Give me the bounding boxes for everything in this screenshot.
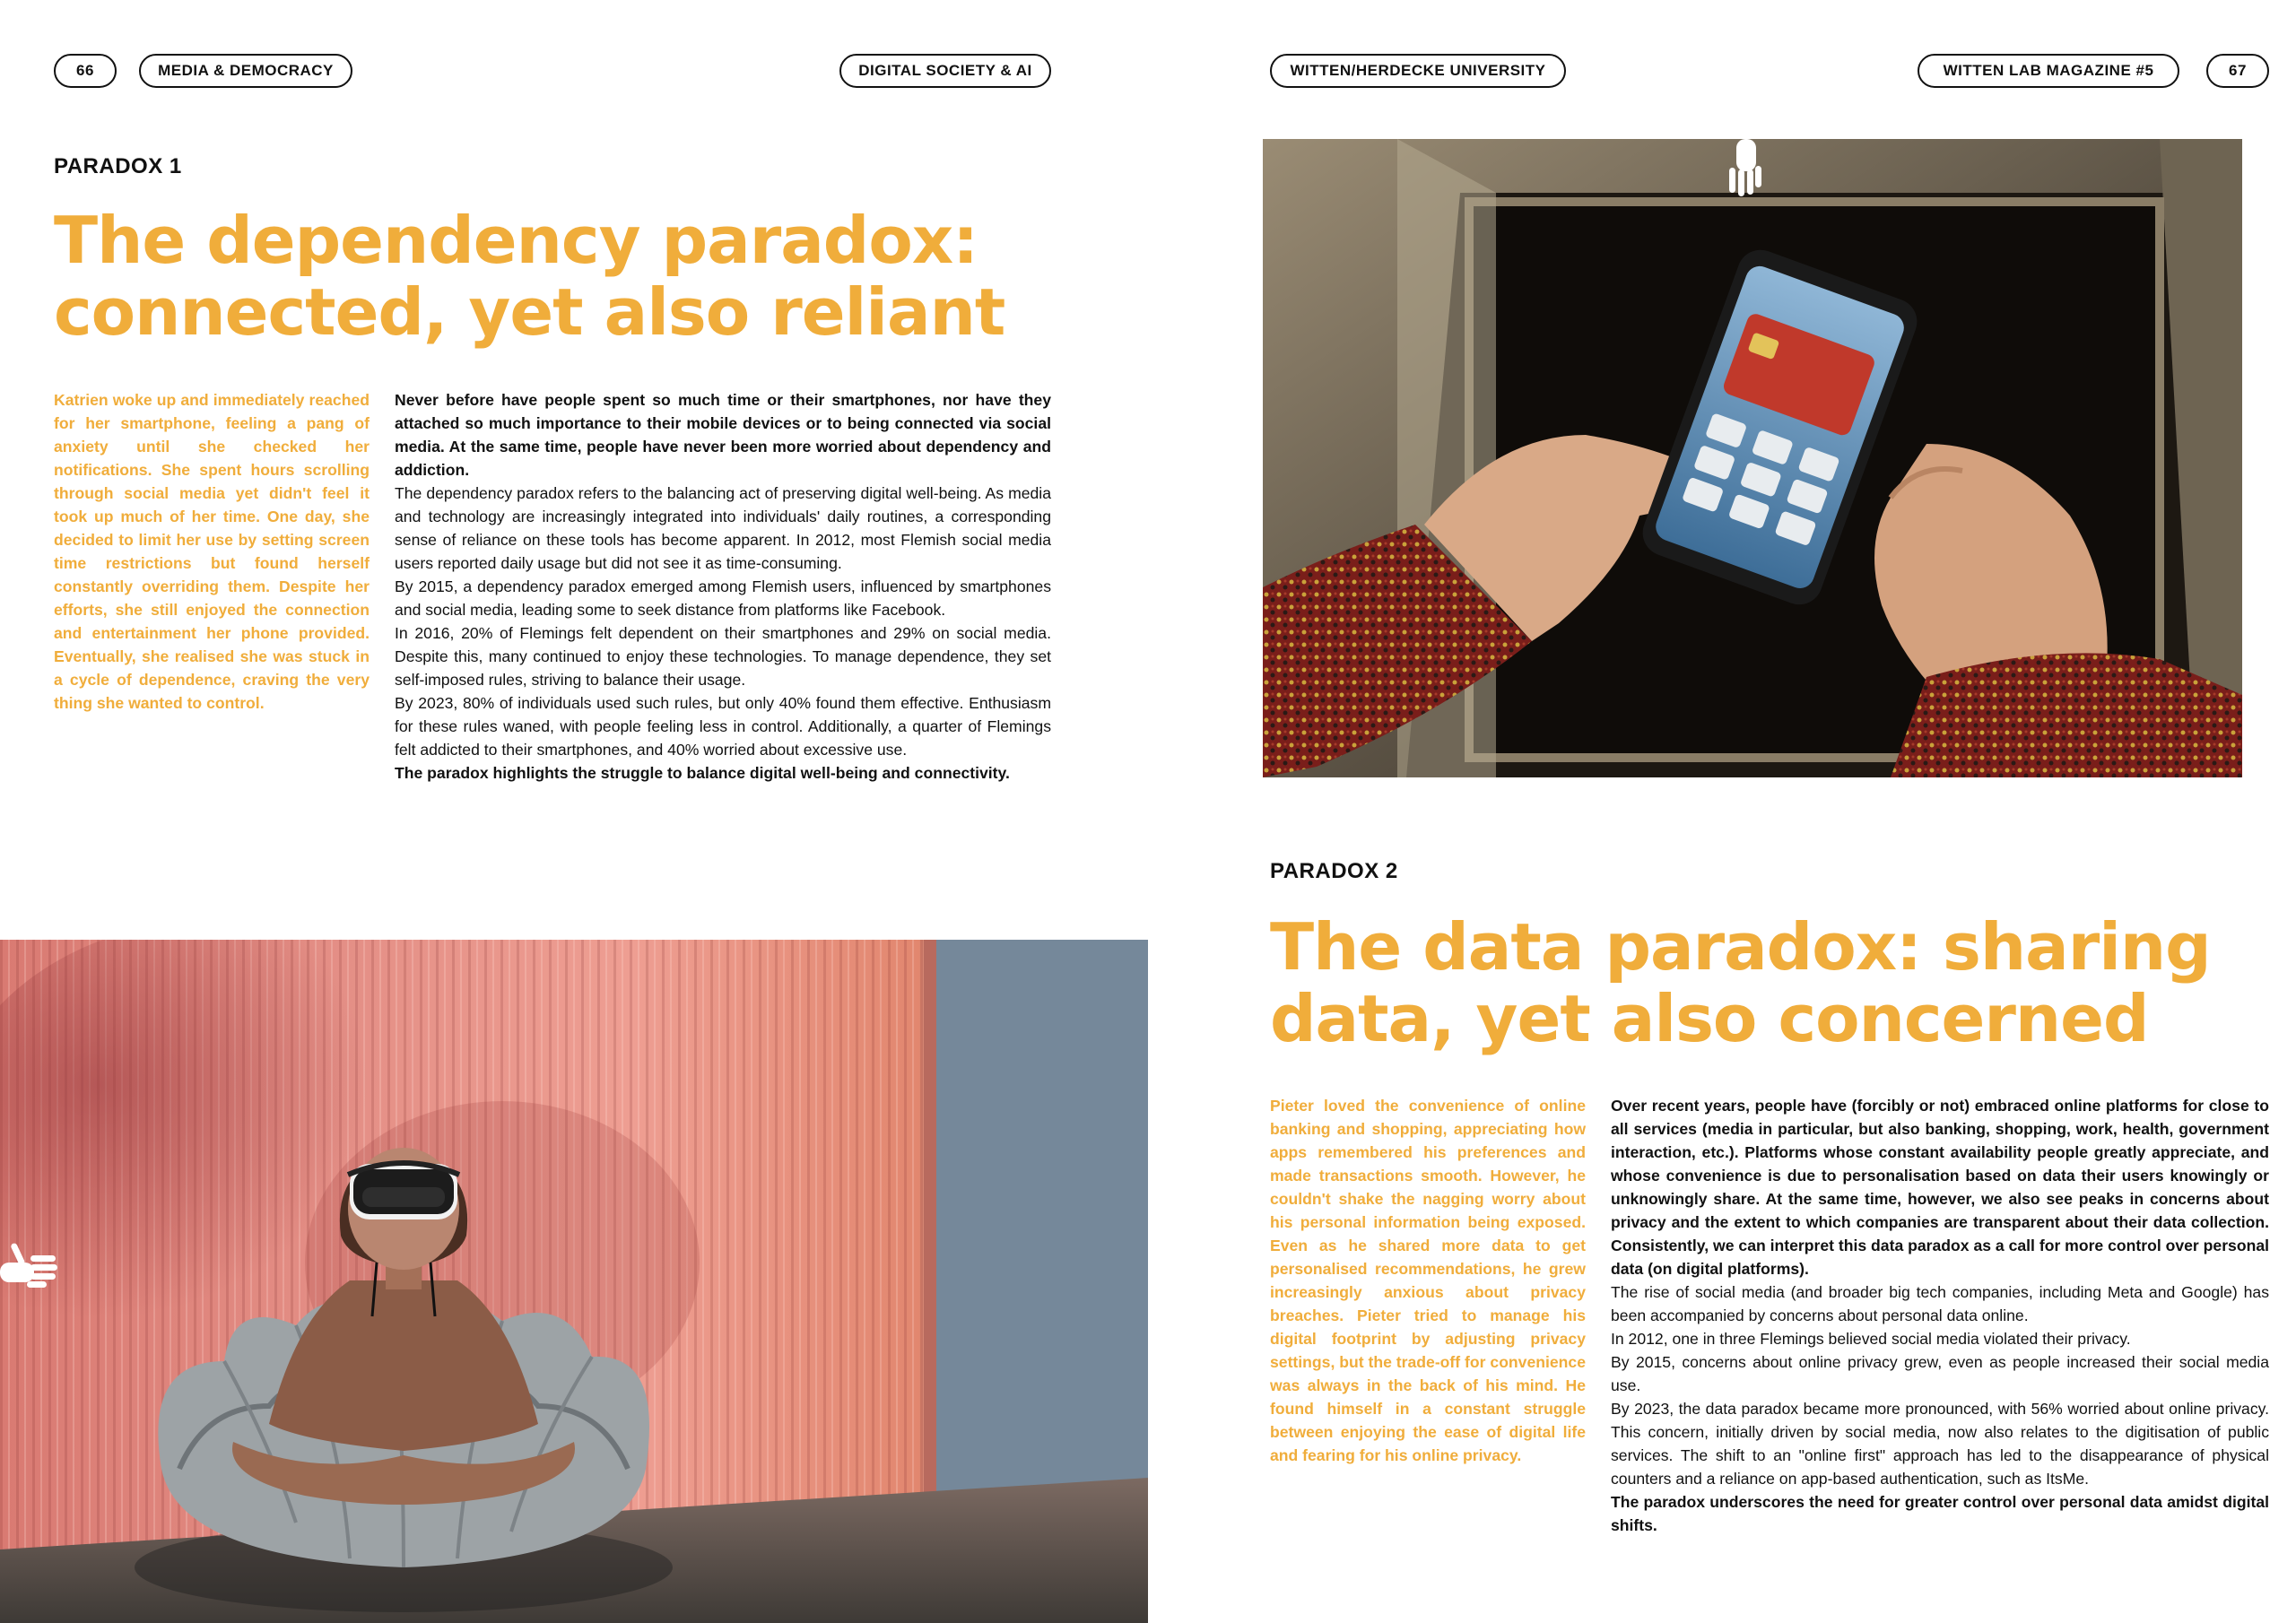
category-tag: DIGITAL SOCIETY & AI: [839, 54, 1051, 88]
paradox-2-body-paragraph: The rise of social media (and broader big tech companies, including Meta and Google) has been accompanied by concerns about personal data online.: [1611, 1283, 2269, 1324]
section-tag: MEDIA & DEMOCRACY: [139, 54, 352, 88]
paradox-1-body-paragraph: The dependency paradox refers to the balancing act of preserving digital well-being. As media and technology are increasingly integrated into individuals' daily routines, a corresponding sense of reliance on these tools has become apparent. In 2012, most Flemish social media users reported daily usage but did not see it as time-consuming.: [395, 484, 1051, 572]
vr-headset-photo: [0, 940, 1148, 1623]
paradox-2-body: [1611, 1094, 2269, 1537]
paradox-1-body: [395, 388, 1051, 785]
paradox-1-headline-line2: connected, yet also reliant: [54, 274, 1005, 350]
paradox-1-headline-line1: The dependency paradox:: [54, 203, 978, 278]
page-number-left: 66: [54, 54, 117, 88]
page-number-right: 67: [2206, 54, 2269, 88]
paradox-1-body-paragraph: In 2016, 20% of Flemings felt dependent on their smartphones and 29% on social media. Despite this, many continued to enjoy these technologies. To manage dependence, they set self-imposed rules, striving to balance their usage.: [395, 624, 1051, 689]
paradox-2-body-paragraph: By 2015, concerns about online privacy grew, even as people increased their social media use.: [1611, 1353, 2269, 1394]
paradox-1-body-paragraph: By 2023, 80% of individuals used such rules, but only 40% found them effective. Enthusiasm for these rules waned, with people feeling less in control. Additionally, a quarter of Flemings felt addicted to their smartphones, and 40% worried about excessive use.: [395, 694, 1051, 759]
magazine-tag: WITTEN LAB MAGAZINE #5: [1918, 54, 2179, 88]
paradox-1-body-closing: The paradox highlights the struggle to balance digital well-being and connectivity.: [395, 764, 1010, 782]
paradox-2-headline-line1: The data paradox: sharing: [1270, 909, 2211, 985]
paradox-2-kicker: PARADOX 2: [1270, 859, 1398, 883]
paradox-2-body-paragraph: In 2012, one in three Flemings believed social media violated their privacy.: [1611, 1330, 2131, 1348]
paradox-2-body-lead: Over recent years, people have (forcibly or not) embraced online platforms for close to all services (media in particular, but also banking, shopping, work, health, government interaction, etc.). Platforms whose constant availability people greatly appreciate, and whose convenience is due to personalisation based on data their users knowingly or unknowingly share. At the same time, however, we also see peaks in concerns about privacy and the extent to which companies are transparent about their data collection. Consistently, we can interpret this data paradox as a call for more control over personal data (on digital platforms).: [1611, 1097, 2269, 1278]
paradox-1-intro: Katrien woke up and immediately reached for her smartphone, feeling a pang of anxiety until she checked her notifications. She spent hours scrolling through social media yet didn't feel it took up much of her time. One day, she decided to limit her use by setting screen time restrictions but found herself constantly overriding them. Despite her efforts, she still enjoyed the connection and entertainment her phone provided. Eventually, she realised she was stuck in a cycle of dependence, craving the very thing she wanted to control.: [54, 391, 370, 712]
paradox-2-intro: Pieter loved the convenience of online banking and shopping, appreciating how apps remembered his preferences and made transactions smooth. However, he couldn't shake the nagging worry about his personal information being exposed. Even as he shared more data to get personalised recommendations, he grew increasingly anxious about privacy breaches. Pieter tried to manage his digital footprint by adjusting privacy settings, but the trade-off for convenience was always in the back of his mind. He found himself in a constant struggle between enjoying the ease of digital life and fearing for his online privacy.: [1270, 1097, 1586, 1464]
paradox-2-body-closing: The paradox underscores the need for greater control over personal data amidst digital shifts.: [1611, 1493, 2269, 1534]
paradox-1-headline: [54, 204, 1076, 348]
paradox-1-body-lead: Never before have people spent so much time or their smartphones, nor have they attached so much importance to their mobile devices or to being connected via social media. At the same time, people have never been more worried about dependency and addiction.: [395, 391, 1051, 479]
university-tag: WITTEN/HERDECKE UNIVERSITY: [1270, 54, 1566, 88]
safe-photo-illustration: [1263, 139, 2242, 777]
vr-photo-illustration: [0, 940, 1148, 1623]
phone-in-safe-photo: [1263, 139, 2242, 777]
paradox-2-body-paragraph: By 2023, the data paradox became more pronounced, with 56% worried about online privacy. This concern, initially driven by social media, now also relates to the digitisation of public services. The shift to an "online first" approach has led to the disappearance of physical counters and a reliance on app-based authentication, such as ItsMe.: [1611, 1400, 2269, 1488]
paradox-2-headline: [1270, 911, 2274, 1055]
paradox-1-kicker: PARADOX 1: [54, 154, 182, 178]
paradox-2-headline-line2: data, yet also concerned: [1270, 981, 2149, 1056]
paradox-1-body-paragraph: By 2015, a dependency paradox emerged among Flemish users, influenced by smartphones and social media, leading some to seek distance from platforms like Facebook.: [395, 577, 1051, 619]
